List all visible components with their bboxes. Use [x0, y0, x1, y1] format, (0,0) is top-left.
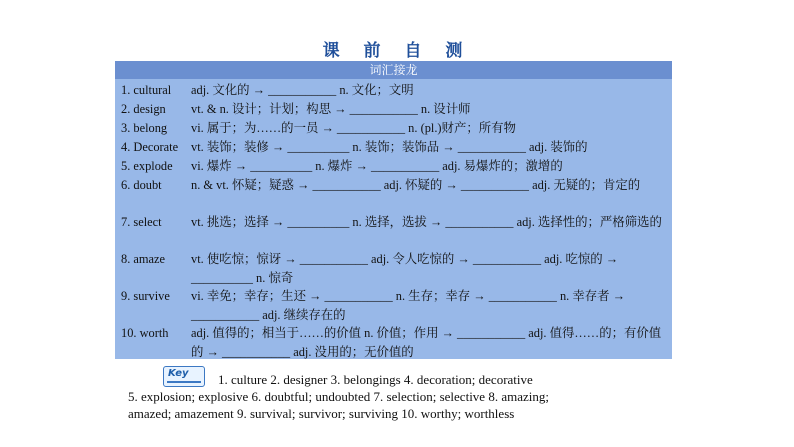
answer-key [128, 371, 688, 422]
answer-line: 1. culture 2. designer 3. belongings 4. decoration; decorative [218, 372, 533, 387]
headword: 8. amaze [121, 252, 166, 266]
definition: vt. 装饰；装修 → __________ n. 装饰；装饰品 → ___________ adj. 装饰的 [191, 140, 588, 154]
list-item [121, 138, 669, 157]
definition: adj. 值得的；相当于……的价值 n. 价值；作用 → ___________ adj. 值得……的；有价值的 → ___________ adj. 没用的；无价值的 [191, 326, 662, 359]
vocabulary-list [121, 81, 669, 361]
headword: 5. explode [121, 159, 173, 173]
definition: vi. 属于；为……的一员 → ___________ n. (pl.)财产；所有物 [191, 121, 516, 135]
list-item [121, 81, 669, 100]
list-item [121, 287, 669, 324]
answer-line: 5. explosion; explosive 6. doubtful; undoubted 7. selection; selective 8. amazing; [128, 389, 549, 404]
definition: vi. 幸免；幸存；生还 → ___________ n. 生存；幸存 → ___________ n. 幸存者 → ___________ adj. 继续存在的 [191, 289, 626, 322]
headword: 10. worth [121, 326, 169, 340]
headword: 1. cultural [121, 83, 172, 97]
answer-line: amazed; amazement 9. survival; survivor; surviving 10. worthy; worthless [128, 406, 515, 421]
definition: n. & vt. 怀疑；疑惑 → ___________ adj. 怀疑的 → ___________ adj. 无疑的；肯定的 [191, 178, 641, 192]
list-item [121, 157, 669, 176]
vocabulary-panel [115, 61, 672, 359]
headword: 6. doubt [121, 178, 162, 192]
list-item [121, 176, 669, 213]
definition: vt. 挑选；选择 → __________ n. 选择，选拔 → ___________ adj. 选择性的；严格筛选的 [191, 215, 662, 229]
list-item [121, 100, 669, 119]
definition: vt. 使吃惊；惊讶 → ___________ adj. 令人吃惊的 → ___________ adj. 吃惊的 → __________ n. 惊奇 [191, 252, 619, 285]
headword: 7. select [121, 215, 162, 229]
list-item [121, 119, 669, 138]
headword: 9. survive [121, 289, 170, 303]
definition: adj. 文化的 → ___________ n. 文化；文明 [191, 83, 414, 97]
definition: vt. & n. 设计；计划；构思 → ___________ n. 设计师 [191, 102, 471, 116]
page-title: 课 前 自 测 [322, 41, 472, 61]
list-item [121, 324, 669, 361]
headword: 3. belong [121, 121, 168, 135]
list-item [121, 250, 669, 287]
key-label: Key [168, 368, 189, 379]
headword: 4. Decorate [121, 140, 179, 154]
panel-title: 词汇接龙 [115, 61, 672, 79]
headword: 2. design [121, 102, 166, 116]
list-item [121, 213, 669, 250]
definition: vi. 爆炸 → __________ n. 爆炸 → ___________ adj. 易爆炸的；激增的 [191, 159, 563, 173]
